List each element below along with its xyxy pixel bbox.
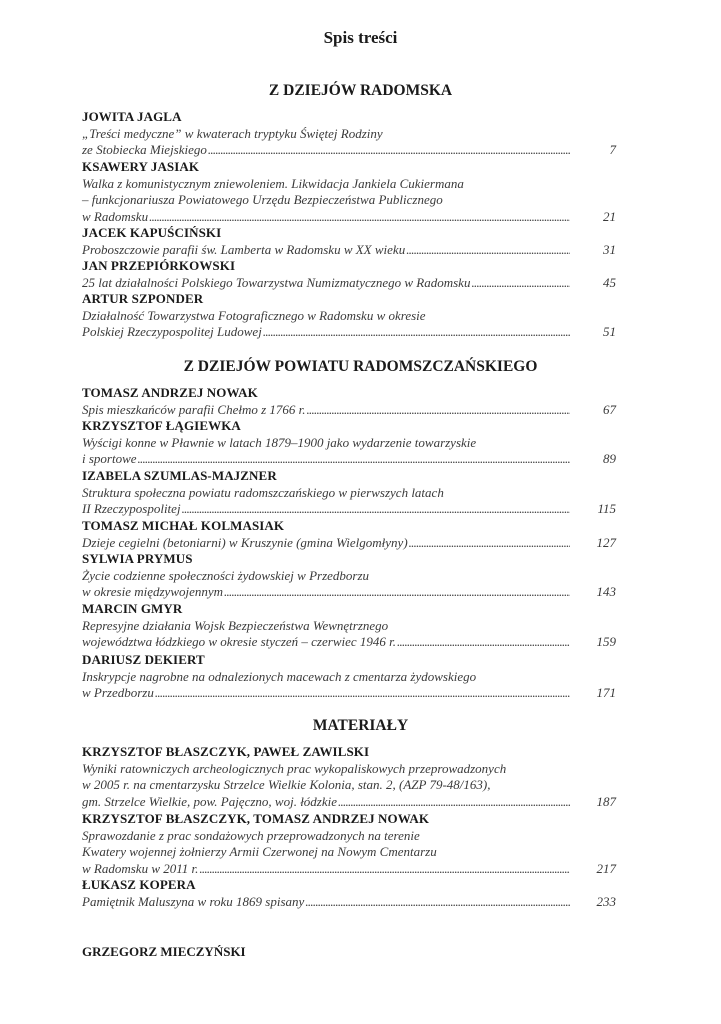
section-heading-powiat: Z DZIEJÓW POWIATU RADOMSZCZAŃSKIEGO [183,358,538,375]
toc-entry [82,652,616,702]
entry-title-end: ze Stobiecka Miejskiego [82,142,207,157]
entry-title-line: Wyniki ratowniczych archeologicznych prac wykopaliskowych przeprowadzonych [82,760,507,776]
entry-last-line [82,685,616,702]
entry-author: MARCIN GMYR [82,601,183,616]
toc-entry [82,159,616,225]
dot-leader [199,861,570,878]
entry-page-number: 159 [596,634,616,649]
entry-author: TOMASZ MICHAŁ KOLMASIAK [82,518,285,533]
dot-leader [397,634,570,651]
entry-page-number: 31 [603,241,616,257]
toc-entry [82,518,616,551]
entry-title-end: Polskiej Rzeczypospolitej Ludowej [82,324,262,339]
entry-title-line: Działalność Towarzystwa Fotograficznego w Radomsku w okresie [82,307,426,323]
dot-leader [307,402,570,419]
entry-author: TOMASZ ANDRZEJ NOWAK [82,385,258,400]
entry-last-line [82,861,616,878]
entry-last-line [82,634,616,651]
entry-last-line [82,242,616,259]
entry-author: KSAWERY JASIAK [82,159,200,174]
entry-page-number: 21 [603,208,616,224]
dot-leader [406,242,570,259]
entry-page-number: 127 [596,534,616,550]
entry-title-line: – funkcjonariusza Powiatowego Urzędu Bezpieczeństwa Publicznego [82,192,443,207]
toc-entry [82,744,616,810]
entry-title-end: 25 lat działalności Polskiego Towarzystwa Numizmatycznego w Radomsku [82,274,471,290]
dot-leader [224,584,570,601]
dot-leader [409,535,570,552]
entry-title-end: Proboszczowie parafii św. Lamberta w Radomsku w XX wieku [82,241,406,257]
dot-leader [471,275,570,292]
entry-page-number: 171 [596,685,616,700]
toc-entry [82,258,616,291]
entry-page-number: 51 [603,324,616,339]
entry-title-end: Spis mieszkańców parafii Chełmo z 1766 r. [82,401,306,417]
entry-title-line: Wyścigi konne w Pławnie w latach 1879–1900 jako wydarzenie towarzyskie [82,434,477,450]
entry-last-line [82,402,616,419]
entry-title-end: gm. Strzelce Wielkie, pow. Pajęczno, woj. łódzkie [82,793,338,809]
toc-entry [82,418,616,468]
entry-last-line [82,209,616,226]
entry-title-line: Kwatery wojennej żołnierzy Armii Czerwonej na Nowym Cmentarzu [82,844,437,859]
entry-last-line [82,142,616,159]
section-heading-radomsko: Z DZIEJÓW RADOMSKA [268,82,453,99]
entry-title-end: i sportowe [82,451,137,466]
entry-page-number: 89 [603,451,616,466]
entry-page-number: 67 [603,401,616,417]
entry-title-end: Dzieje cegielni (betoniarni) w Kruszynie (gmina Wielgomłyny) [82,534,408,550]
entry-page-number: 45 [603,274,616,290]
entry-last-line [82,894,616,911]
entry-title-end: w Radomsku [82,208,149,224]
entry-title-end: województwa łódzkiego w okresie styczeń – czerwiec 1946 r. [82,634,397,649]
toc-entry [82,291,616,341]
toc-entry [82,385,616,418]
entry-author: JAN PRZEPIÓRKOWSKI [82,258,236,273]
entry-last-line [82,535,616,552]
entry-last-line [82,584,616,601]
entry-last-line [82,451,616,468]
toc-entry [82,811,616,877]
entry-title-line: Życie codzienne społeczności żydowskiej w Przedborzu [82,567,370,583]
toc-entry [82,877,616,910]
toc-entry [82,109,616,159]
dot-leader [138,451,570,468]
entry-title-end: w Radomsku w 2011 r. [82,860,199,876]
entry-title-end: Pamiętnik Maluszyna w roku 1869 spisany [82,893,305,909]
entry-title-line: w 2005 r. na cmentarzysku Strzelce Wielkie Kolonia, stan. 2, (AZP 79-48/163), [82,777,491,792]
entry-page-number: 187 [596,793,616,809]
entry-title-line: Represyjne działania Wojsk Bezpieczeństwa Wewnętrznego [82,617,389,633]
dot-leader [208,142,570,159]
entry-title-line: Sprawozdanie z prac sondażowych przeprowadzonych na terenie [82,827,420,843]
entry-last-line [82,794,616,811]
dot-leader [263,324,570,341]
entry-page-number: 143 [596,584,616,599]
entry-title-line: Inskrypcje nagrobne na odnalezionych macewach z cmentarza żydowskiego [82,668,477,684]
entry-author: IZABELA SZUMLAS-MAJZNER [82,468,277,483]
entry-page-number: 217 [596,860,616,876]
entry-author: KRZYSZTOF BŁASZCZYK, TOMASZ ANDRZEJ NOWAK [82,811,430,826]
entry-page-number: 7 [609,142,616,157]
toc-entry [82,601,616,651]
section-heading-materialy: MATERIAŁY [312,717,409,734]
page-title: Spis treści [323,28,398,47]
toc-entry [82,551,616,601]
dot-leader [305,894,570,911]
entry-title-line: Walka z komunistycznym zniewoleniem. Likwidacja Jankiela Cukiermana [82,175,464,191]
entry-page-number: 115 [597,501,616,516]
entry-author: KRZYSZTOF ŁĄGIEWKA [82,418,241,433]
entry-author: DARIUSZ DEKIERT [82,652,205,667]
dot-leader [155,685,570,702]
entry-author: KRZYSZTOF BŁASZCZYK, PAWEŁ ZAWILSKI [82,744,370,759]
entry-title-end: w okresie międzywojennym [82,584,224,599]
entry-page-number: 233 [596,893,616,909]
entry-author: JACEK KAPUŚCIŃSKI [82,225,222,240]
entry-title-end: II Rzeczypospolitej [82,501,181,516]
entry-author: JOWITA JAGLA [82,109,182,124]
entry-last-line [82,324,616,341]
entry-author: SYLWIA PRYMUS [82,551,193,566]
entry-last-line [82,501,616,518]
toc-entry [82,468,616,518]
dot-leader [149,209,570,226]
toc-entry [82,225,616,258]
entry-last-line [82,275,616,292]
entry-title-end: w Przedborzu [82,685,154,700]
dot-leader [338,794,570,811]
entry-title-line: „Treści medyczne” w kwaterach tryptyku Świętej Rodziny [82,125,383,141]
entry-author: ŁUKASZ KOPERA [82,877,196,892]
dot-leader [182,501,570,518]
entry-author: ARTUR SZPONDER [82,291,204,306]
trailing-author: GRZEGORZ MIECZYŃSKI [82,944,246,959]
entry-title-line: Struktura społeczna powiatu radomszczańskiego w pierwszych latach [82,484,444,500]
